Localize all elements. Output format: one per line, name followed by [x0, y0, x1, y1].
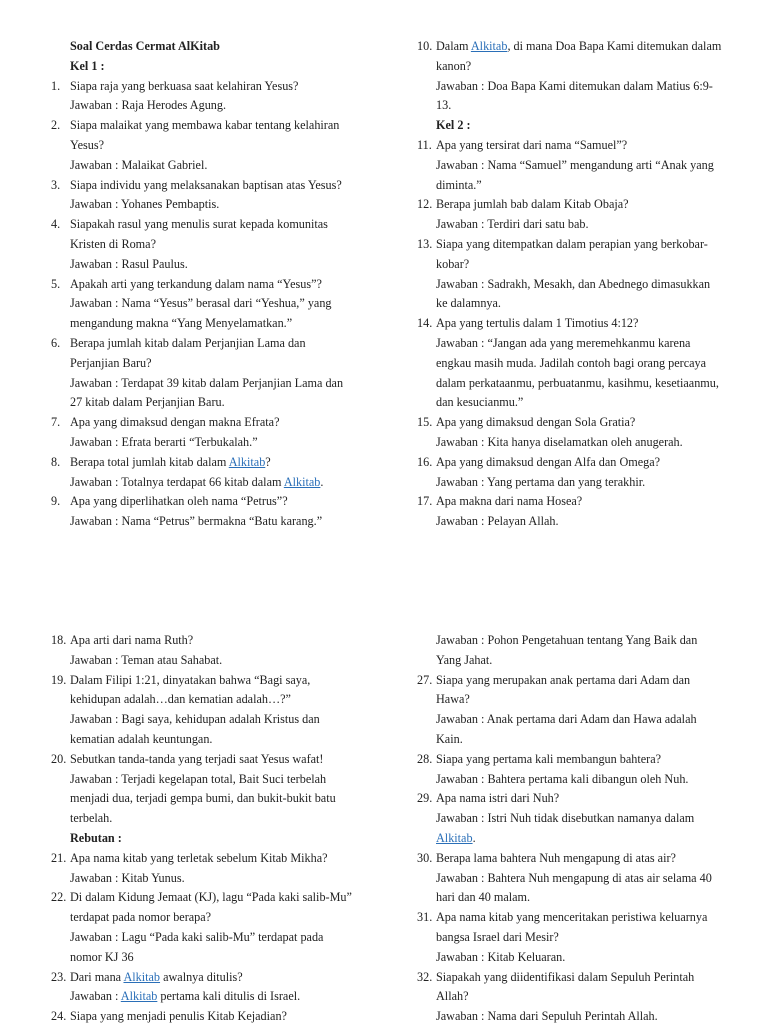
question-text: Siapa yang ditempatkan dalam perapian yang berkobar-: [436, 236, 708, 251]
answer-text: dalam perkataanmu, perbuatanmu, kasihmu, kesetiaanmu,: [436, 375, 719, 390]
question-text: Siapa yang pertama kali membangun bahtera?: [436, 751, 662, 766]
question-number: 7.: [51, 415, 61, 430]
answer-text: Jawaban : Bahtera Nuh mengapung di atas air selama 40: [436, 870, 712, 885]
question-number: 17.: [417, 494, 433, 509]
answer-text: ke dalamnya.: [436, 296, 501, 311]
question-item: [51, 968, 381, 1008]
question-item: [51, 215, 381, 274]
question-item: [417, 235, 757, 314]
question-item: [51, 750, 381, 829]
alkitab-link[interactable]: Alkitab: [123, 969, 161, 984]
question-item: [417, 750, 757, 790]
answer-text: nomor KJ 36: [70, 949, 134, 964]
answer-text: bangsa Israel dari Mesir?: [436, 929, 559, 944]
answer-text: Jawaban : Nama “Samuel” mengandung arti “Anak yang: [436, 157, 714, 172]
answer-text: Yang Jahat.: [436, 652, 493, 667]
question-item: [417, 492, 757, 532]
question-item: [51, 176, 381, 216]
alkitab-link[interactable]: Alkitab: [470, 39, 508, 53]
question-text: Apa nama kitab yang terletak sebelum Kitab Mikha?: [70, 850, 328, 865]
answer-text: diminta.”: [436, 177, 482, 192]
question-text: Apa nama kitab yang menceritakan peristiwa keluarnya: [436, 910, 708, 925]
question-text: Sebutkan tanda-tanda yang terjadi saat Yesus wafat!: [70, 751, 324, 766]
question-number: 20.: [51, 751, 67, 766]
question-number: 29.: [417, 791, 433, 806]
question-item: [417, 195, 757, 235]
question-item: [51, 888, 381, 967]
answer-text: Jawaban : Nama dari Sepuluh Perintah Allah.: [436, 1009, 658, 1024]
page-2-left-column: [51, 631, 381, 1027]
answer-text: terbelah.: [70, 811, 113, 826]
question-number: 5.: [51, 276, 61, 291]
answer-text: Jawaban : Kitab Keluaran.: [436, 949, 566, 964]
question-item: [417, 789, 757, 848]
answer-text: Jawaban : Efrata berarti “Terbukalah.”: [70, 434, 258, 449]
question-item: [417, 908, 757, 967]
question-item: [51, 631, 381, 671]
question-text: Siapa raja yang berkuasa saat kelahiran Yesus?: [70, 78, 299, 93]
answer-text: engkau masih muda. Jadilah contoh bagi orang percaya: [436, 355, 707, 370]
answer-text: Jawaban : Rasul Paulus.: [70, 256, 188, 271]
question-text: Apa makna dari nama Hosea?: [436, 494, 583, 509]
page-1-right-column: [417, 37, 757, 532]
answer-text: Soal Cerdas Cermat AlKitab: [70, 39, 220, 53]
question-item: [417, 671, 757, 750]
answer-text: Kristen di Roma?: [70, 236, 156, 251]
page-1-left-column: [51, 37, 381, 532]
question-text: Berapa jumlah bab dalam Kitab Obaja?: [436, 197, 629, 212]
alkitab-link[interactable]: Alkitab: [120, 989, 158, 1004]
answer-text: kehidupan adalah…dan kematian adalah…?”: [70, 692, 291, 707]
question-item: [417, 136, 757, 195]
question-number: 12.: [417, 197, 433, 212]
question-item: [51, 671, 381, 750]
answer-text: Jawaban : Yang pertama dan yang terakhir.: [436, 474, 646, 489]
answer-text: Jawaban : Nama “Petrus” bermakna “Batu karang.”: [70, 514, 323, 529]
answer-text: Yesus?: [70, 137, 104, 152]
question-continuation: [417, 631, 757, 671]
question-item: [51, 453, 381, 493]
answer-text: Jawaban : Istri Nuh tidak disebutkan namanya dalam: [436, 811, 695, 826]
question-number: 19.: [51, 672, 67, 687]
question-number: 31.: [417, 910, 433, 925]
section-heading: [417, 116, 757, 136]
answer-text: Jawaban : Pelayan Allah.: [436, 514, 559, 529]
question-number: 2.: [51, 118, 61, 133]
question-text: Siapa individu yang melaksanakan baptisan atas Yesus?: [70, 177, 342, 192]
question-item: [417, 968, 757, 1027]
answer-text: Jawaban : “Jangan ada yang meremehkanmu karena: [436, 335, 691, 350]
answer-text: Jawaban : Pohon Pengetahuan tentang Yang Baik dan: [436, 633, 698, 647]
question-text: Apa yang dimaksud dengan makna Efrata?: [70, 415, 280, 430]
answer-text: menjadi dua, terjadi gempa bumi, dan bukit-bukit batu: [70, 791, 336, 806]
answer-text: Jawaban : Raja Herodes Agung.: [70, 98, 227, 113]
question-number: 13.: [417, 236, 433, 251]
question-text: Apa yang tersirat dari nama “Samuel”?: [436, 137, 628, 152]
question-item: [51, 492, 381, 532]
answer-text: Jawaban : Terdapat 39 kitab dalam Perjanjian Lama dan: [70, 375, 344, 390]
answer-text: terdapat pada nomor berapa?: [70, 910, 212, 925]
answer-text: Jawaban : Yohanes Pembaptis.: [70, 197, 220, 212]
question-item: [417, 314, 757, 413]
answer-text: Jawaban : Malaikat Gabriel.: [70, 157, 208, 172]
answer-text: Jawaban : Totalnya terdapat 66 kitab dalam Alkitab.: [70, 474, 324, 489]
question-number: 1.: [51, 78, 61, 93]
answer-text: kematian adalah keuntungan.: [70, 731, 213, 746]
answer-text: Jawaban : Bagi saya, kehidupan adalah Kristus dan: [70, 712, 320, 727]
question-item: [51, 116, 381, 175]
question-text: Dalam Alkitab, di mana Doa Bapa Kami ditemukan dalam: [436, 39, 722, 53]
question-text: Apa yang diperlihatkan oleh nama “Petrus”?: [70, 494, 288, 509]
question-text: Berapa lama bahtera Nuh mengapung di atas air?: [436, 850, 676, 865]
question-text: Siapa yang merupakan anak pertama dari Adam dan: [436, 672, 691, 687]
answer-text: Rebutan :: [70, 830, 122, 845]
question-text: Dalam Filipi 1:21, dinyatakan bahwa “Bagi saya,: [70, 672, 311, 687]
question-item: [417, 453, 757, 493]
question-text: Apa yang dimaksud dengan Alfa dan Omega?: [436, 454, 661, 469]
question-number: 14.: [417, 316, 433, 331]
alkitab-link[interactable]: Alkitab: [283, 474, 321, 489]
question-text: Apakah arti yang terkandung dalam nama “Yesus”?: [70, 276, 322, 291]
question-number: 9.: [51, 494, 61, 509]
question-text: Apa arti dari nama Ruth?: [70, 633, 194, 647]
alkitab-link[interactable]: Alkitab: [436, 830, 473, 845]
answer-text: mengandung makna “Yang Menyelamatkan.”: [70, 316, 293, 331]
question-number: 15.: [417, 415, 433, 430]
answer-text: Jawaban : Anak pertama dari Adam dan Hawa adalah: [436, 712, 697, 727]
answer-text: 27 kitab dalam Perjanjian Baru.: [70, 395, 225, 410]
question-number: 16.: [417, 454, 433, 469]
question-number: 30.: [417, 850, 433, 865]
answer-text: Jawaban : Kitab Yunus.: [70, 870, 185, 885]
question-number: 11.: [417, 137, 432, 152]
answer-text: Jawaban : Terjadi kegelapan total, Bait Suci terbelah: [70, 771, 327, 786]
question-text: Apa nama istri dari Nuh?: [436, 791, 560, 806]
question-number: 22.: [51, 890, 67, 905]
question-number: 8.: [51, 454, 61, 469]
answer-text: Kain.: [436, 731, 463, 746]
question-number: 6.: [51, 335, 61, 350]
answer-text: Jawaban : Teman atau Sahabat.: [70, 652, 223, 667]
answer-text: Jawaban : Kita hanya diselamatkan oleh anugerah.: [436, 434, 683, 449]
question-text: Apa yang tertulis dalam 1 Timotius 4:12?: [436, 316, 639, 331]
answer-text: hari dan 40 malam.: [436, 890, 531, 905]
answer-text: Kel 2 :: [436, 118, 471, 133]
answer-text: Jawaban : Terdiri dari satu bab.: [436, 217, 589, 232]
question-number: 32.: [417, 969, 433, 984]
question-number: 3.: [51, 177, 61, 192]
answer-text: Jawaban : Lagu “Pada kaki salib-Mu” terdapat pada: [70, 929, 324, 944]
question-item: [51, 413, 381, 453]
question-item: [51, 334, 381, 413]
page-2-right-column: [417, 631, 757, 1027]
question-text: Siapa yang menjadi penulis Kitab Kejadian?: [70, 1009, 287, 1024]
question-item: [417, 37, 757, 116]
alkitab-link[interactable]: Alkitab: [228, 454, 266, 469]
question-text: Berapa jumlah kitab dalam Perjanjian Lama dan: [70, 335, 306, 350]
answer-text: Perjanjian Baru?: [70, 355, 152, 370]
question-text: Dari mana Alkitab awalnya ditulis?: [70, 969, 243, 984]
question-item: [417, 413, 757, 453]
question-number: 4.: [51, 217, 61, 232]
answer-text: dan kesucianmu.”: [436, 395, 524, 410]
answer-text: kanon?: [436, 58, 472, 73]
question-item: [51, 275, 381, 334]
question-item: [417, 849, 757, 908]
section-heading: [51, 57, 381, 77]
question-text: Di dalam Kidung Jemaat (KJ), lagu “Pada kaki salib-Mu”: [70, 890, 352, 905]
question-number: 27.: [417, 672, 433, 687]
answer-text: 13.: [436, 98, 452, 113]
answer-text: Jawaban : Nama “Yesus” berasal dari “Yeshua,” yang: [70, 296, 332, 311]
answer-text: Allah?: [436, 989, 469, 1004]
question-item: [51, 849, 381, 889]
answer-text: Jawaban : Alkitab pertama kali ditulis di Israel.: [70, 989, 301, 1004]
answer-text: Jawaban : Sadrakh, Mesakh, dan Abednego dimasukkan: [436, 276, 711, 291]
question-item: [51, 77, 381, 117]
question-number: 18.: [51, 633, 67, 647]
question-text: Berapa total jumlah kitab dalam Alkitab?: [70, 454, 271, 469]
answer-text: kobar?: [436, 256, 470, 271]
answer-text: Alkitab.: [436, 830, 476, 845]
question-number: 21.: [51, 850, 67, 865]
question-text: Siapa malaikat yang membawa kabar tentang kelahiran: [70, 118, 340, 133]
answer-text: Kel 1 :: [70, 58, 105, 73]
section-heading: [51, 37, 381, 57]
question-number: 10.: [417, 39, 433, 53]
question-number: 24.: [51, 1009, 67, 1024]
answer-text: Hawa?: [436, 692, 470, 707]
answer-text: Jawaban : Bahtera pertama kali dibangun oleh Nuh.: [436, 771, 689, 786]
question-number: 28.: [417, 751, 433, 766]
answer-text: Jawaban : Doa Bapa Kami ditemukan dalam Matius 6:9-: [436, 78, 713, 93]
question-text: Siapakah rasul yang menulis surat kepada komunitas: [70, 217, 328, 232]
question-text: Apa yang dimaksud dengan Sola Gratia?: [436, 415, 636, 430]
question-number: 23.: [51, 969, 67, 984]
question-text: Siapakah yang diidentifikasi dalam Sepuluh Perintah: [436, 969, 695, 984]
section-heading: [51, 829, 381, 849]
